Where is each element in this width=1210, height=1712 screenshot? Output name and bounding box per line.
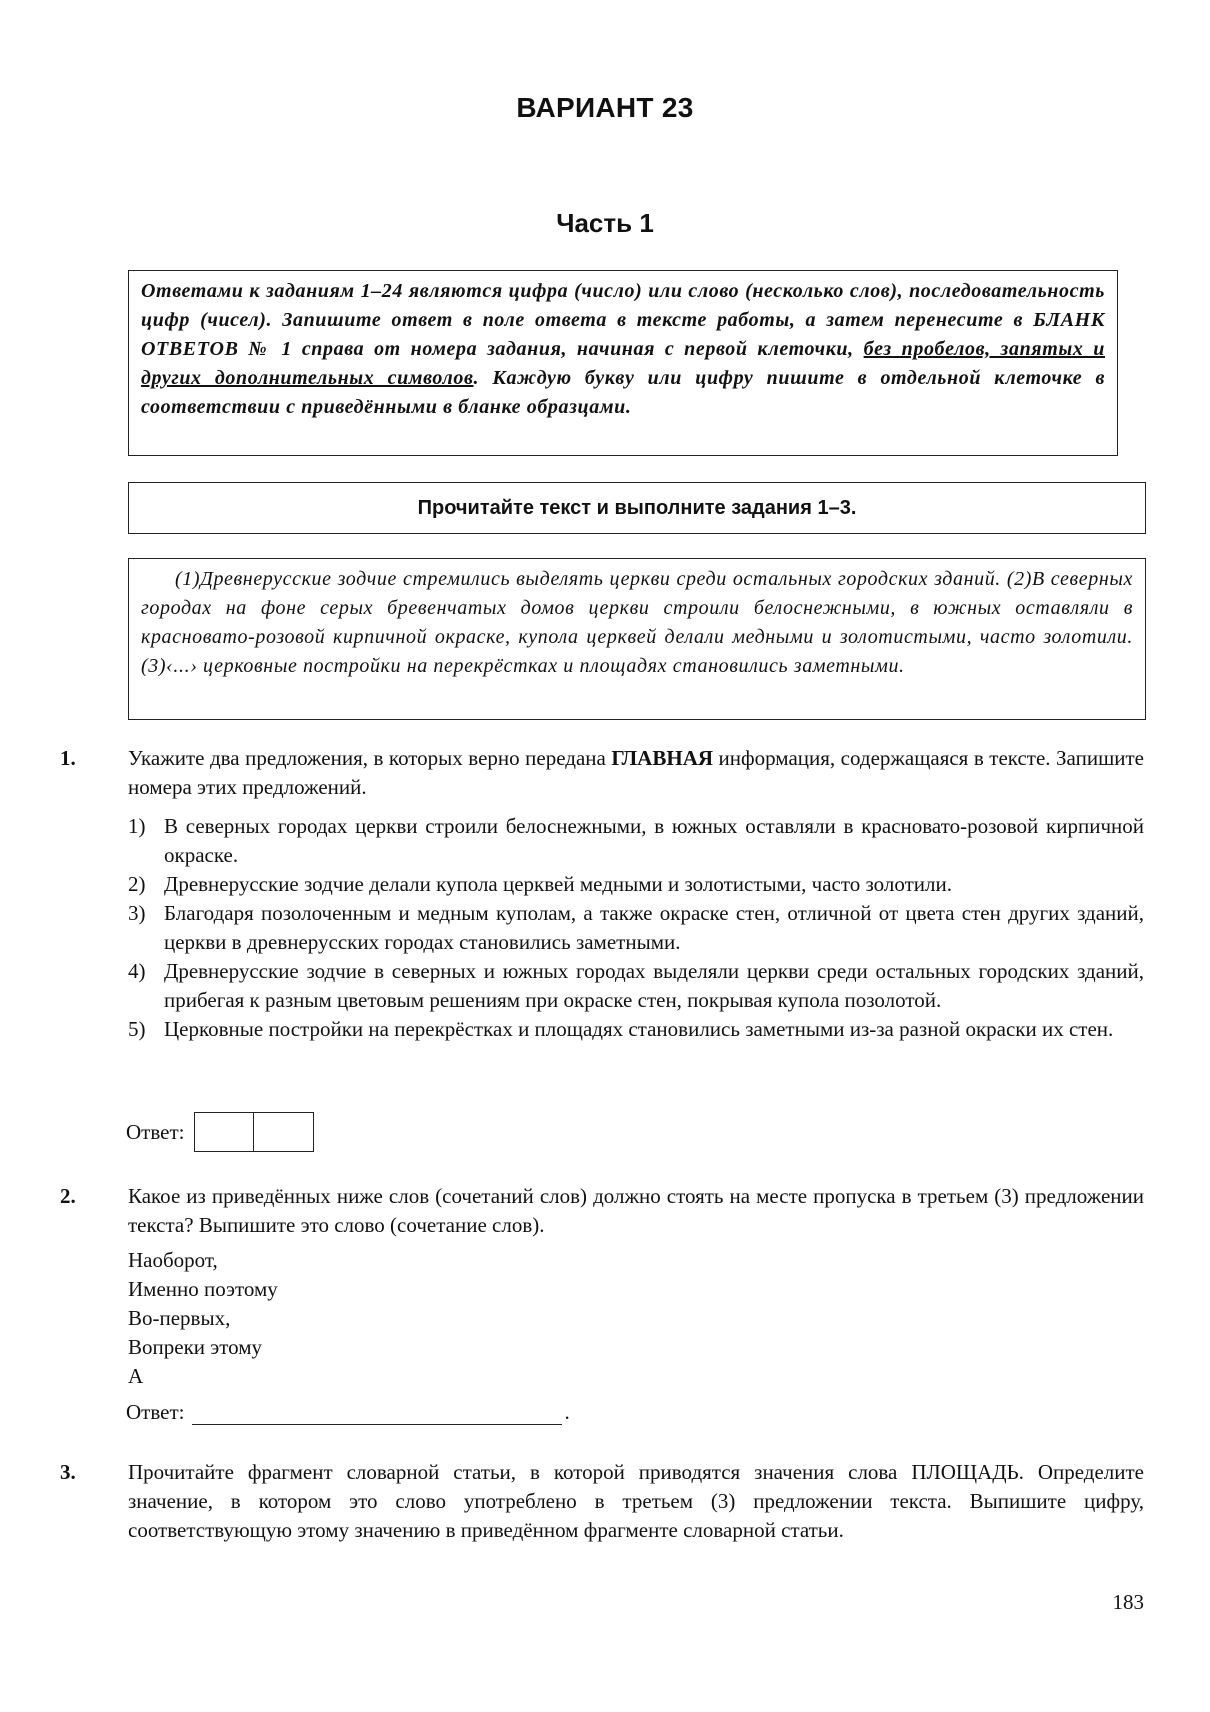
option-number: 2) [128, 872, 146, 896]
option-text: Древнерусские зодчие в северных и южных городах выделяли церкви среди остальных городских зданий, прибегая к разным цветовым решениям при окраске стен, покрывая купола позолотой. [164, 959, 1144, 1012]
part-title: Часть 1 [556, 208, 654, 238]
q1-text-end: информация, содержащаяся в тексте. Запишите номера этих предложений. [128, 746, 1144, 799]
q1-answer [126, 1112, 314, 1152]
answer-cell[interactable] [194, 1112, 254, 1152]
q2-number: 2. [60, 1184, 76, 1208]
q1-answer-label: Ответ: [126, 1119, 185, 1144]
option-number: 1) [128, 814, 146, 838]
option-number: 5) [128, 1017, 146, 1041]
q1-option [128, 1015, 1144, 1044]
passage-box [128, 558, 1146, 720]
page-number: 183 [1112, 1590, 1144, 1614]
q3-text: Прочитайте фрагмент словарной статьи, в которой приводятся значения слова ПЛОЩАДЬ. Определите значение, в котором это слово употреблено в третьем (3) предложении текста. Выпишите цифру, соответствующую этому значению в приведённом фрагменте словарной статьи. [128, 1460, 1144, 1542]
q2-word: Во-первых, [128, 1306, 231, 1330]
q1-option [128, 899, 1144, 957]
passage-text: (1)Древнерусские зодчие стремились выделять церкви среди остальных городских зданий. (2)В северных городах на фоне серых бревенчатых домов церкви строили белоснежными, в южных оставляли в красновато-розовой кирпичной окраске, купола церквей делали медными и золотистыми, часто золотили. (3)‹...› церковные постройки на перекрёстках и площадях становились заметными. [141, 568, 1133, 677]
option-number: 3) [128, 901, 146, 925]
q2-answer-label: Ответ: [126, 1400, 185, 1424]
option-text: В северных городах церкви строили белоснежными, в южных оставляли в красновато-розовой кирпичной окраске. [164, 814, 1144, 867]
q2-word: А [128, 1364, 144, 1388]
q1-text-bold: ГЛАВНАЯ [611, 746, 714, 770]
instructions-text: Ответами к заданиям 1–24 являются цифра (число) или слово (несколько слов), последовательность цифр (чисел). Запишите ответ в поле ответа в тексте работы, а затем перенесите в БЛАНК ОТВЕТОВ № 1 справа от номера задания, начиная с первой клеточки, [141, 280, 1105, 360]
q1-option [128, 812, 1144, 870]
answer-cell[interactable] [254, 1112, 314, 1152]
read-heading-box [128, 482, 1146, 534]
q2-word: Вопреки этому [128, 1335, 263, 1359]
option-text: Благодаря позолоченным и медным куполам, а также окраске стен, отличной от цвета стен других зданий, церкви в древнерусских городах становились заметными. [164, 901, 1144, 954]
q3-number: 3. [60, 1460, 76, 1484]
instructions-underlined: без пробелов, запятых и других дополнительных символов [141, 338, 1105, 389]
q2-answer-line[interactable] [192, 1402, 562, 1425]
q2-answer-end: . [564, 1400, 570, 1424]
q2-word: Наоборот, [128, 1248, 218, 1272]
q1-text [128, 744, 1144, 802]
q2-word-list [128, 1246, 278, 1391]
q1-answer-cells[interactable] [194, 1112, 314, 1152]
q1-options [128, 812, 1144, 1044]
q2-word: Именно поэтому [128, 1277, 278, 1301]
instructions-text-end: . Каждую букву или цифру пишите в отдельной клеточке в соответствии с приведёнными в бланке образцами. [141, 367, 1105, 418]
q2-text: Какое из приведённых ниже слов (сочетаний слов) должно стоять на месте пропуска в третьем (3) предложении текста? Выпишите это слово (сочетание слов). [128, 1184, 1144, 1237]
option-text: Древнерусские зодчие делали купола церквей медными и золотистыми, часто золотили. [164, 872, 952, 896]
variant-title: ВАРИАНТ 23 [516, 92, 694, 123]
q1-option [128, 870, 1144, 899]
q1-number: 1. [60, 746, 76, 770]
read-heading: Прочитайте текст и выполните задания 1–3. [417, 496, 857, 519]
q2-answer [126, 1400, 570, 1425]
instructions-box [128, 270, 1118, 456]
q1-text-start: Укажите два предложения, в которых верно передана [128, 746, 612, 770]
option-text: Церковные постройки на перекрёстках и площадях становились заметными из-за разной окраски их стен. [164, 1017, 1114, 1041]
option-number: 4) [128, 959, 146, 983]
q1-option [128, 957, 1144, 1015]
